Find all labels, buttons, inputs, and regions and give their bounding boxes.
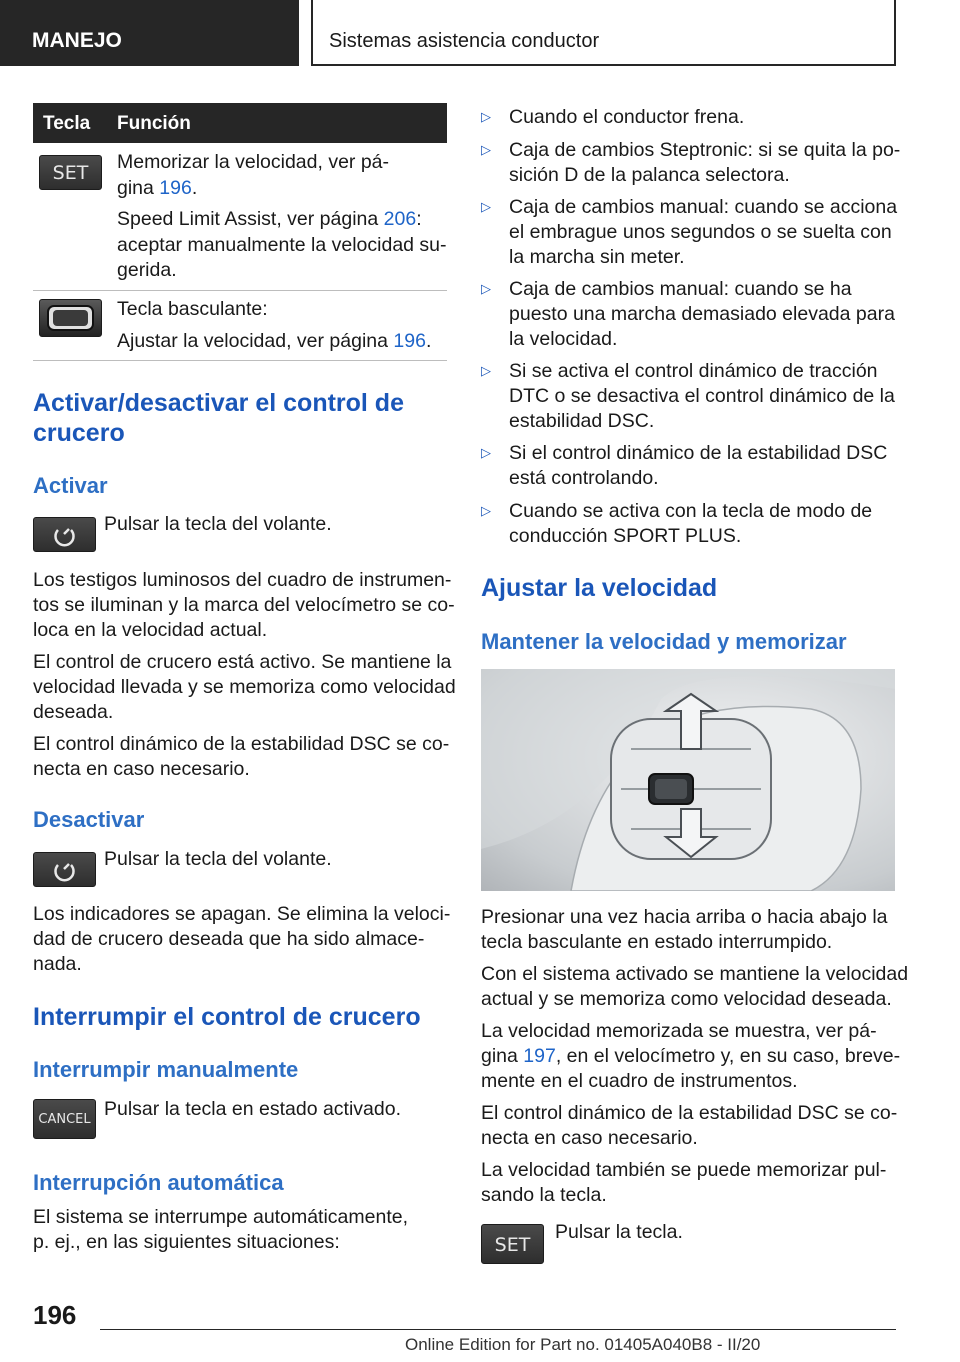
table-header-key: Tecla: [43, 113, 91, 134]
deactivate-p1-l2: dad de crucero deseada que ha sido almace-: [33, 928, 425, 950]
activate-p1-l3: loca en la velocidad actual.: [33, 619, 268, 641]
table-row1-line1: Memorizar la velocidad, ver pá-: [117, 151, 390, 173]
adjust-p1-l2: tecla basculante en estado interrumpido.: [481, 931, 833, 953]
table-header: [33, 103, 447, 143]
adjust-p1-l1: Presionar una vez hacia arriba o hacia abajo la: [481, 906, 888, 928]
page-link-196[interactable]: 196: [159, 177, 192, 199]
rocker-switch-icon: [39, 299, 102, 337]
footer-rule: [100, 1329, 896, 1330]
adjust-p4-l1: El control dinámico de la estabilidad DSC se co-: [481, 1102, 898, 1124]
activate-key-text: Pulsar la tecla del volante.: [104, 513, 332, 535]
adjust-p3-l2: gina 197, en el velocímetro y, en su caso, breve-: [481, 1045, 901, 1067]
activate-p2-l3: deseada.: [33, 701, 114, 723]
page-link-196b[interactable]: 196: [393, 330, 426, 352]
adjust-p5-l2: sando la tecla.: [481, 1184, 607, 1206]
adjust-p5-l1: La velocidad también se puede memorizar pul-: [481, 1159, 887, 1181]
activate-p2-l2: velocidad llevada y se memoriza como velocidad: [33, 676, 456, 698]
table-row1-line2: gina 196.: [117, 177, 198, 199]
deactivate-p1-l3: nada.: [33, 953, 82, 975]
adjust-p2-l2: actual y se memoriza como velocidad deseada.: [481, 988, 892, 1010]
bullet-triangle-icon: ▷: [481, 363, 491, 378]
auto-p-l1: El sistema se interrumpe automáticamente,: [33, 1206, 408, 1228]
page-link-197[interactable]: 197: [523, 1045, 556, 1067]
auto-p-l2: p. ej., en las siguientes situaciones:: [33, 1231, 340, 1253]
set-key-icon: SET: [39, 155, 102, 190]
table-row1-line4: aceptar manualmente la velocidad su-: [117, 234, 447, 256]
table-header-function: Función: [117, 113, 191, 134]
activate-p3-l2: necta en caso necesario.: [33, 758, 250, 780]
heading-deactivate: Desactivar: [33, 807, 145, 832]
table-row2-line2: Ajustar la velocidad, ver página 196.: [117, 330, 432, 352]
table-bottom-rule: [33, 360, 447, 361]
activate-p3-l1: El control dinámico de la estabilidad DSC se co-: [33, 733, 450, 755]
adjust-p3-l1: La velocidad memorizada se muestra, ver pá-: [481, 1020, 877, 1042]
deactivate-p1-l1: Los indicadores se apagan. Se elimina la veloci-: [33, 903, 451, 925]
deactivate-key-text: Pulsar la tecla del volante.: [104, 848, 332, 870]
heading-adjust-speed: Ajustar la velocidad: [481, 574, 718, 602]
heading-interrupt-auto: Interrupción automática: [33, 1170, 284, 1195]
set-key-text: Pulsar la tecla.: [555, 1221, 683, 1243]
bullet-triangle-icon: ▷: [481, 199, 491, 214]
interrupt-manual-text: Pulsar la tecla en estado activado.: [104, 1098, 402, 1120]
chapter-title: Sistemas asistencia conductor: [311, 0, 896, 66]
cruise-control-key-icon-2: [33, 852, 96, 887]
bullet-triangle-icon: ▷: [481, 445, 491, 460]
page-number: 196: [33, 1300, 77, 1330]
activate-p1-l1: Los testigos luminosos del cuadro de instrumen-: [33, 569, 452, 591]
bullet-triangle-icon: ▷: [481, 109, 491, 124]
table-row1-line5: gerida.: [117, 259, 177, 281]
bullet-triangle-icon: ▷: [481, 142, 491, 157]
adjust-p2-l1: Con el sistema activado se mantiene la velocidad: [481, 963, 909, 985]
bullet-triangle-icon: ▷: [481, 281, 491, 296]
heading-activate-deactivate: Activar/desactivar el control de: [33, 389, 404, 417]
activate-p1-l2: tos se iluminan y la marca del velocímetro se co-: [33, 594, 455, 616]
page-link-206[interactable]: 206: [383, 208, 417, 230]
table-row2-line1: Tecla basculante:: [117, 298, 268, 320]
heading-activate-deactivate-2: crucero: [33, 419, 125, 447]
table-divider: [33, 290, 447, 291]
heading-interrupt: Interrumpir el control de crucero: [33, 1003, 421, 1031]
heading-keep-speed: Mantener la velocidad y memorizar: [481, 629, 847, 654]
section-tab: MANEJO: [0, 0, 299, 66]
table-row1-line3: Speed Limit Assist, ver página 206:: [117, 208, 422, 230]
heading-activate: Activar: [33, 473, 108, 498]
adjust-p4-l2: necta en caso necesario.: [481, 1127, 698, 1149]
steering-wheel-rocker-image: [481, 669, 895, 891]
heading-interrupt-manual: Interrumpir manualmente: [33, 1057, 299, 1082]
bullet-triangle-icon: ▷: [481, 503, 491, 518]
set-key-icon-2: SET: [481, 1224, 544, 1264]
cruise-control-key-icon: [33, 517, 96, 552]
footer-edition: Online Edition for Part no. 01405A040B8 - II/20: [405, 1335, 761, 1354]
adjust-p3-l3: mente en el cuadro de instrumentos.: [481, 1070, 798, 1092]
cancel-key-icon: CANCEL: [33, 1099, 96, 1139]
activate-p2-l1: El control de crucero está activo. Se mantiene la: [33, 651, 452, 673]
